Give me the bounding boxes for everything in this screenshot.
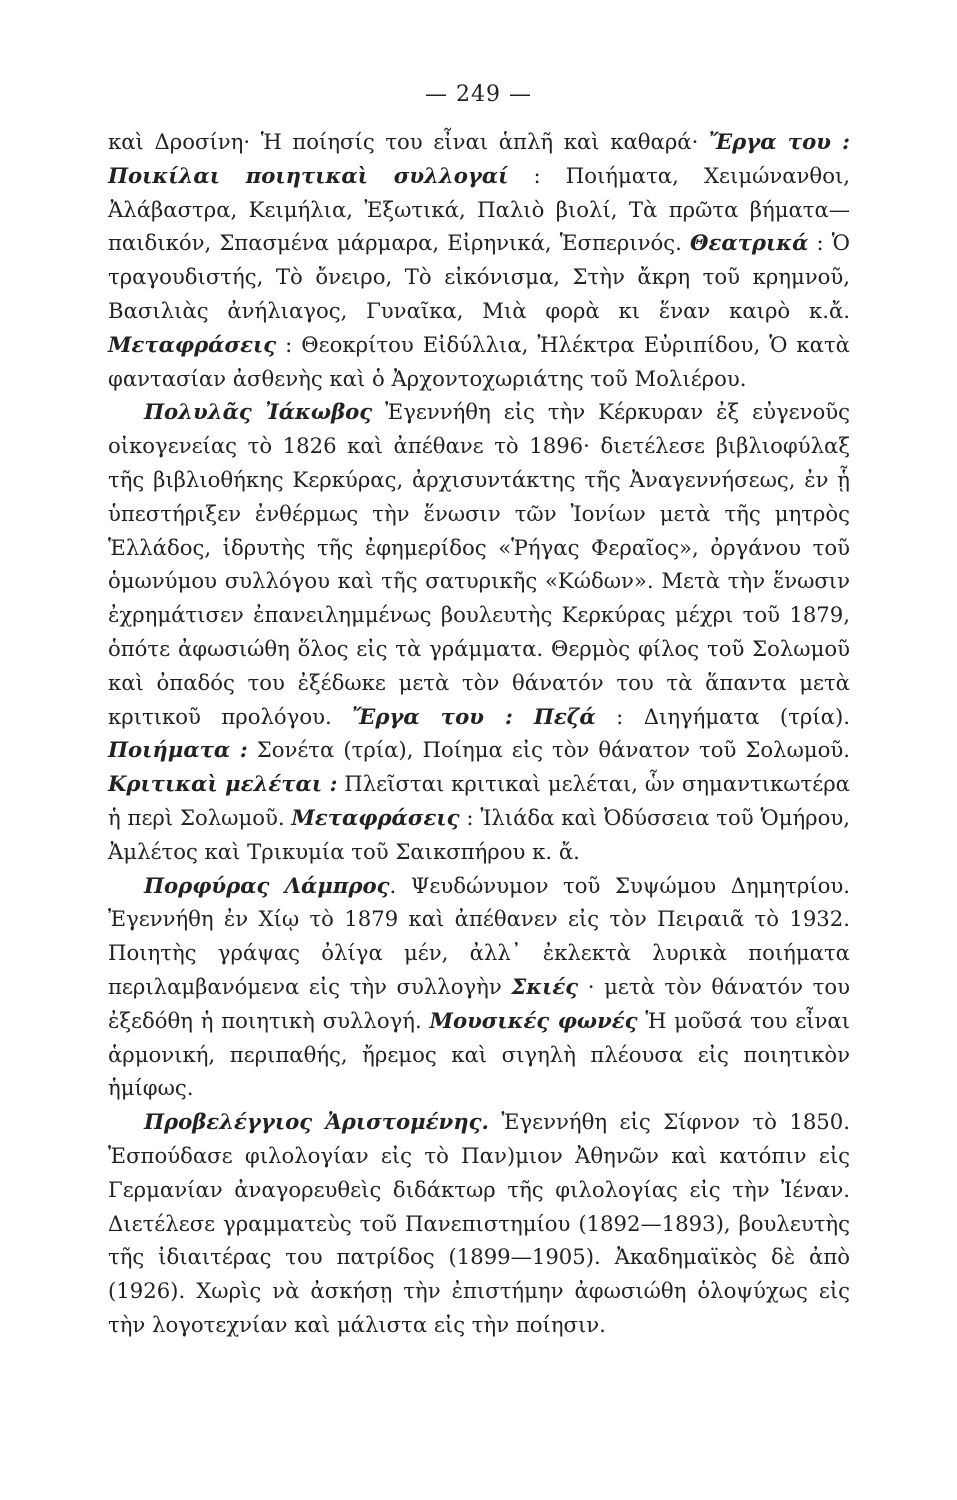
body-run: Πλεῖσται κριτικαὶ μελέται, ὧν σημαντικωτέρα ἡ περὶ Σολωμοῦ. — [108, 771, 850, 830]
emphasis-text: Πορφύρας Λάμπρος — [144, 872, 390, 898]
paragraph — [108, 125, 850, 395]
emphasis-text: Ποιήματα : — [108, 737, 248, 763]
body-run: Ἡ μοῦσά του εἶναι ἁρμονική, περιπαθής, ἤρεμος καὶ σιγηλὴ πλέουσα εἰς ποιητικὸν ἡμίφως. — [108, 1007, 851, 1101]
body-run: : Θεοκρίτου Εἰδύλλια, Ἠλέκτρα Εὐριπίδου, Ὁ κατὰ φαντασίαν ἀσθενὴς καὶ ὁ Ἀρχοντοχωριάτης τοῦ Μολιέρου. — [108, 331, 850, 391]
body-run: Σονέτα (τρία), Ποίημα εἰς τὸν θάνατον τοῦ Σολωμοῦ. — [247, 737, 850, 763]
emphasis-text: Θεατρικά — [690, 230, 809, 256]
paragraph — [108, 395, 850, 868]
emphasis-text: Ἔργα του : Πεζά — [352, 703, 596, 729]
page-number: — 249 — — [425, 82, 532, 107]
emphasis-text: Μεταφράσεις — [291, 804, 460, 830]
emphasis-text: Κριτικαὶ μελέται : — [108, 771, 338, 797]
emphasis-text: Μεταφράσεις — [108, 331, 277, 357]
body-run: : Ὁ τραγουδιστής, Τὸ ὄνειρο, Τὸ εἰκόνισμα, Στὴν ἄκρη τοῦ κρημνοῦ, Βασιλιὰς ἀνήλιαγος, Γυναῖκα, Μιὰ φορὰ κι ἕναν καιρὸ κ.ἄ. — [108, 230, 850, 323]
body-run: : Διηγήματα (τρία). — [595, 703, 850, 729]
body-text — [108, 125, 850, 1342]
emphasis-text: Σκιές — [511, 973, 579, 999]
emphasis-text: Προβελέγγιος Ἀριστομένης. — [144, 1109, 489, 1135]
body-run: καὶ Δροσίνη· Ἡ ποίησίς του εἶναι ἁπλῆ καὶ καθαρά· — [108, 129, 709, 154]
body-run: . Ψευδώνυμον τοῦ Συψώμου Δημητρίου. Ἐγεννήθη ἐν Χίῳ τὸ 1879 καὶ ἀπέθανεν εἰς τὸν Πειραιᾶ τὸ 1932. Ποιητὴς γράψας ὀλίγα μέν, ἀλλ᾽ ἐκλεκτὰ λυρικὰ ποιήματα περιλαμβανόμενα εἰς τὴν συλλογὴν — [108, 872, 851, 999]
body-run: : Ποιήματα, Χειμώνανθοι, Ἀλάβαστρα, Κειμήλια, Ἐξωτικά, Παλιὸ βιολί, Τὰ πρῶτα βήματα—παιδικόν, Σπασμένα μάρμαρα, Εἰρηνικά, Ἑσπερινός. — [108, 162, 850, 256]
emphasis-text: Πολυλᾶς Ἰάκωβος — [144, 399, 373, 425]
body-run: Ἐγεννήθη εἰς τὴν Κέρκυραν ἐξ εὐγενοῦς οἰκογενείας τὸ 1826 καὶ ἀπέθανε τὸ 1896· διετέλεσε βιβλιοφύλαξ τῆς βιβλιοθήκης Κερκύρας, ἀρχισυντάκτης τῆς Ἀναγεννήσεως, ἐν ᾗ ὑπεστήριξεν ἐνθέρμως τὴν ἕνωσιν τῶν Ἰονίων μετὰ τῆς μητρὸς Ἑλλάδος, ἱδρυτὴς τῆς ἐφημερίδος «Ῥήγας Φεραῖος», ὀργάνου τοῦ ὁμωνύμου συλλόγου καὶ τῆς σατυρικῆς «Κώδων». Μετὰ τὴν ἕνωσιν ἐχρημάτισεν ἐπανειλημμένως βουλευτὴς Κερκύρας μέχρι τοῦ 1879, ὁπότε ἀφωσιώθη ὅλος εἰς τὰ γράμματα. Θερμὸς φίλος τοῦ Σολωμοῦ καὶ ὀπαδός του ἐξέδωκε μετὰ τὸν θάνατόν του τὰ ἅπαντα μετὰ κριτικοῦ προλόγου. — [108, 399, 850, 729]
emphasis-text: Μουσικές φωνές — [429, 1007, 638, 1033]
paragraph — [108, 869, 850, 1106]
paragraph — [108, 1105, 850, 1342]
body-run: Ἐγεννήθη εἰς Σίφνον τὸ 1850. Ἐσπούδασε φιλολογίαν εἰς τὸ Παν)μιον Ἀθηνῶν καὶ κατόπιν εἰς Γερμανίαν ἀναγορευθεὶς διδάκτωρ τῆς φιλολογίας εἰς τὴν Ἰέναν. Διετέλεσε γραμματεὺς τοῦ Πανεπιστημίου (1892—1893), βουλευτὴς τῆς ἰδιαιτέρας του πατρίδος (1899—1905). Ἀκαδημαϊκὸς δὲ ἀπὸ (1926). Χωρὶς νὰ ἀσκήσῃ τὴν ἐπιστήμην ἀφωσιώθη ὁλοψύχως εἰς τὴν λογοτεχνίαν καὶ μάλιστα εἰς τὴν ποίησιν. — [108, 1109, 850, 1337]
body-run: · μετὰ τὸν θάνατόν του ἐξεδόθη ἡ ποιητικὴ συλλογή. — [108, 973, 850, 1033]
body-run: : Ἰλιάδα καὶ Ὀδύσσεια τοῦ Ὁμήρου, Ἀμλέτος καὶ Τρικυμία τοῦ Σαικσπήρου κ. ἄ. — [108, 804, 850, 864]
emphasis-text: Ἔργα του : Ποικίλαι ποιητικαὶ συλλογαί — [108, 129, 850, 188]
